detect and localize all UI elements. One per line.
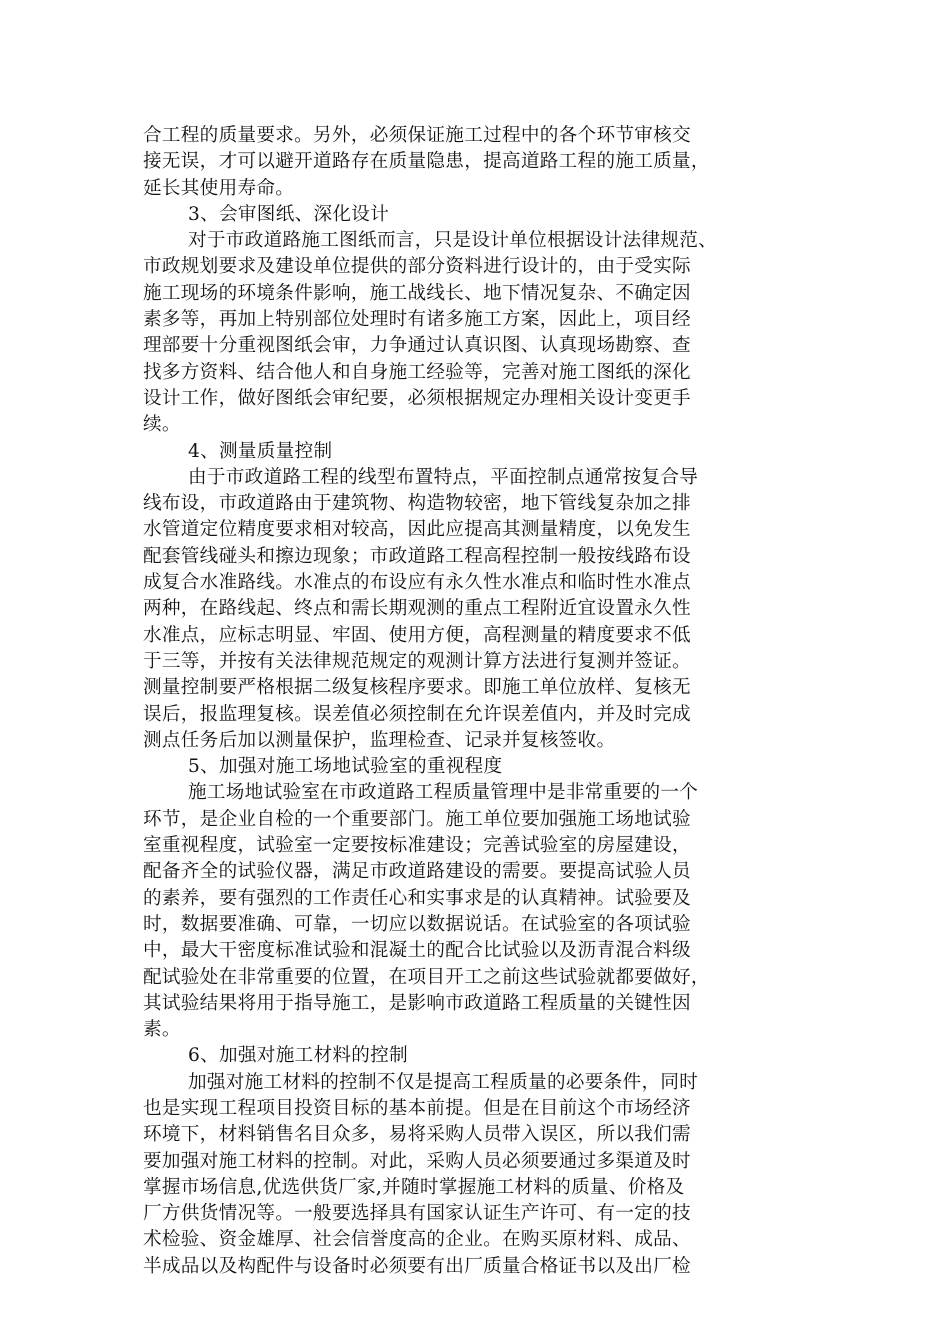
section-heading: 4、测量质量控制 [188, 440, 333, 462]
text-line: 要加强对施工材料的控制。对此，采购人员必须要通过多渠道及时 [143, 1150, 691, 1172]
text-line: 理部要十分重视图纸会审，力争通过认真识图、认真现场勘察、查 [143, 335, 691, 357]
text-line: 设计工作，做好图纸会审纪要，必须根据规定办理相关设计变更手 [143, 387, 691, 409]
text-line: 其试验结果将用于指导施工，是影响市政道路工程质量的关键性因 [143, 992, 691, 1014]
text-line: 误后，报监理复核。误差值必须控制在允许误差值内，并及时完成 [143, 703, 691, 725]
text-line: 术检验、资金雄厚、社会信誉度高的企业。在购买原材料、成品、 [143, 1229, 691, 1251]
text-line: 找多方资料、结合他人和自身施工经验等，完善对施工图纸的深化 [143, 361, 691, 383]
section-heading: 3、会审图纸、深化设计 [188, 203, 390, 225]
text-line: 对于市政道路施工图纸而言，只是设计单位根据设计法律规范、 [188, 230, 718, 252]
text-line: 施工场地试验室在市政道路工程质量管理中是非常重要的一个 [188, 782, 699, 804]
text-line: 续。 [143, 414, 181, 436]
text-line: 水准点，应标志明显、牢固、使用方便，高程测量的精度要求不低 [143, 624, 691, 646]
text-line: 配备齐全的试验仪器，满足市政道路建设的需要。要提高试验人员 [143, 861, 691, 883]
text-line: 两种，在路线起、终点和需长期观测的重点工程附近宜设置永久性 [143, 598, 691, 620]
text-line: 由于市政道路工程的线型布置特点，平面控制点通常按复合导 [188, 466, 699, 488]
text-line: 的素养，要有强烈的工作责任心和实事求是的认真精神。试验要及 [143, 887, 691, 909]
text-line: 接无误，才可以避开道路存在质量隐患，提高道路工程的施工质量， [143, 151, 710, 173]
text-line: 线布设，市政道路由于建筑物、构造物较密，地下管线复杂加之排 [143, 493, 691, 515]
text-line: 延长其使用寿命。 [143, 177, 295, 199]
text-line: 厂方供货情况等。一般要选择具有国家认证生产许可、有一定的技 [143, 1203, 691, 1225]
text-line: 配试验处在非常重要的位置，在项目开工之前这些试验就都要做好， [143, 966, 710, 988]
text-line: 素多等，再加上特别部位处理时有诸多施工方案，因此上，项目经 [143, 309, 691, 331]
text-line: 于三等，并按有关法律规范规定的观测计算方法进行复测并签证。 [143, 650, 691, 672]
text-line: 水管道定位精度要求相对较高，因此应提高其测量精度，以免发生 [143, 519, 691, 541]
section-heading: 5、加强对施工场地试验室的重视程度 [188, 756, 503, 778]
document-page [143, 123, 814, 1280]
text-line: 环节，是企业自检的一个重要部门。施工单位要加强施工场地试验 [143, 808, 691, 830]
text-line: 掌握市场信息,优选供货厂家,并随时掌握施工材料的质量、价格及 [143, 1176, 685, 1198]
text-line: 中，最大干密度标准试验和混凝土的配合比试验以及沥青混合料级 [143, 940, 691, 962]
text-line: 环境下，材料销售名目众多，易将采购人员带入误区，所以我们需 [143, 1124, 691, 1146]
text-line: 合工程的质量要求。另外，必须保证施工过程中的各个环节审核交 [143, 125, 691, 146]
section-heading: 6、加强对施工材料的控制 [188, 1045, 408, 1067]
text-line: 素。 [143, 1019, 181, 1041]
text-line: 配套管线碰头和擦边现象；市政道路工程高程控制一般按线路布设 [143, 545, 691, 567]
text-line: 半成品以及构配件与设备时必须要有出厂质量合格证书以及出厂检 [143, 1255, 691, 1277]
text-line: 测量控制要严格根据二级复核程序要求。即施工单位放样、复核无 [143, 677, 691, 699]
text-line: 成复合水准路线。水准点的布设应有永久性水准点和临时性水准点 [143, 572, 691, 594]
text-line: 测点任务后加以测量保护，监理检查、记录并复核签收。 [143, 729, 616, 751]
text-line: 时，数据要准确、可靠，一切应以数据说话。在试验室的各项试验 [143, 913, 691, 935]
text-line: 也是实现工程项目投资目标的基本前提。但是在目前这个市场经济 [143, 1097, 691, 1119]
text-line: 施工现场的环境条件影响，施工战线长、地下情况复杂、不确定因 [143, 282, 691, 304]
text-line: 市政规划要求及建设单位提供的部分资料进行设计的，由于受实际 [143, 256, 691, 278]
text-line: 加强对施工材料的控制不仅是提高工程质量的必要条件，同时 [188, 1071, 699, 1093]
text-line: 室重视程度，试验室一定要按标准建设；完善试验室的房屋建设， [143, 835, 691, 857]
